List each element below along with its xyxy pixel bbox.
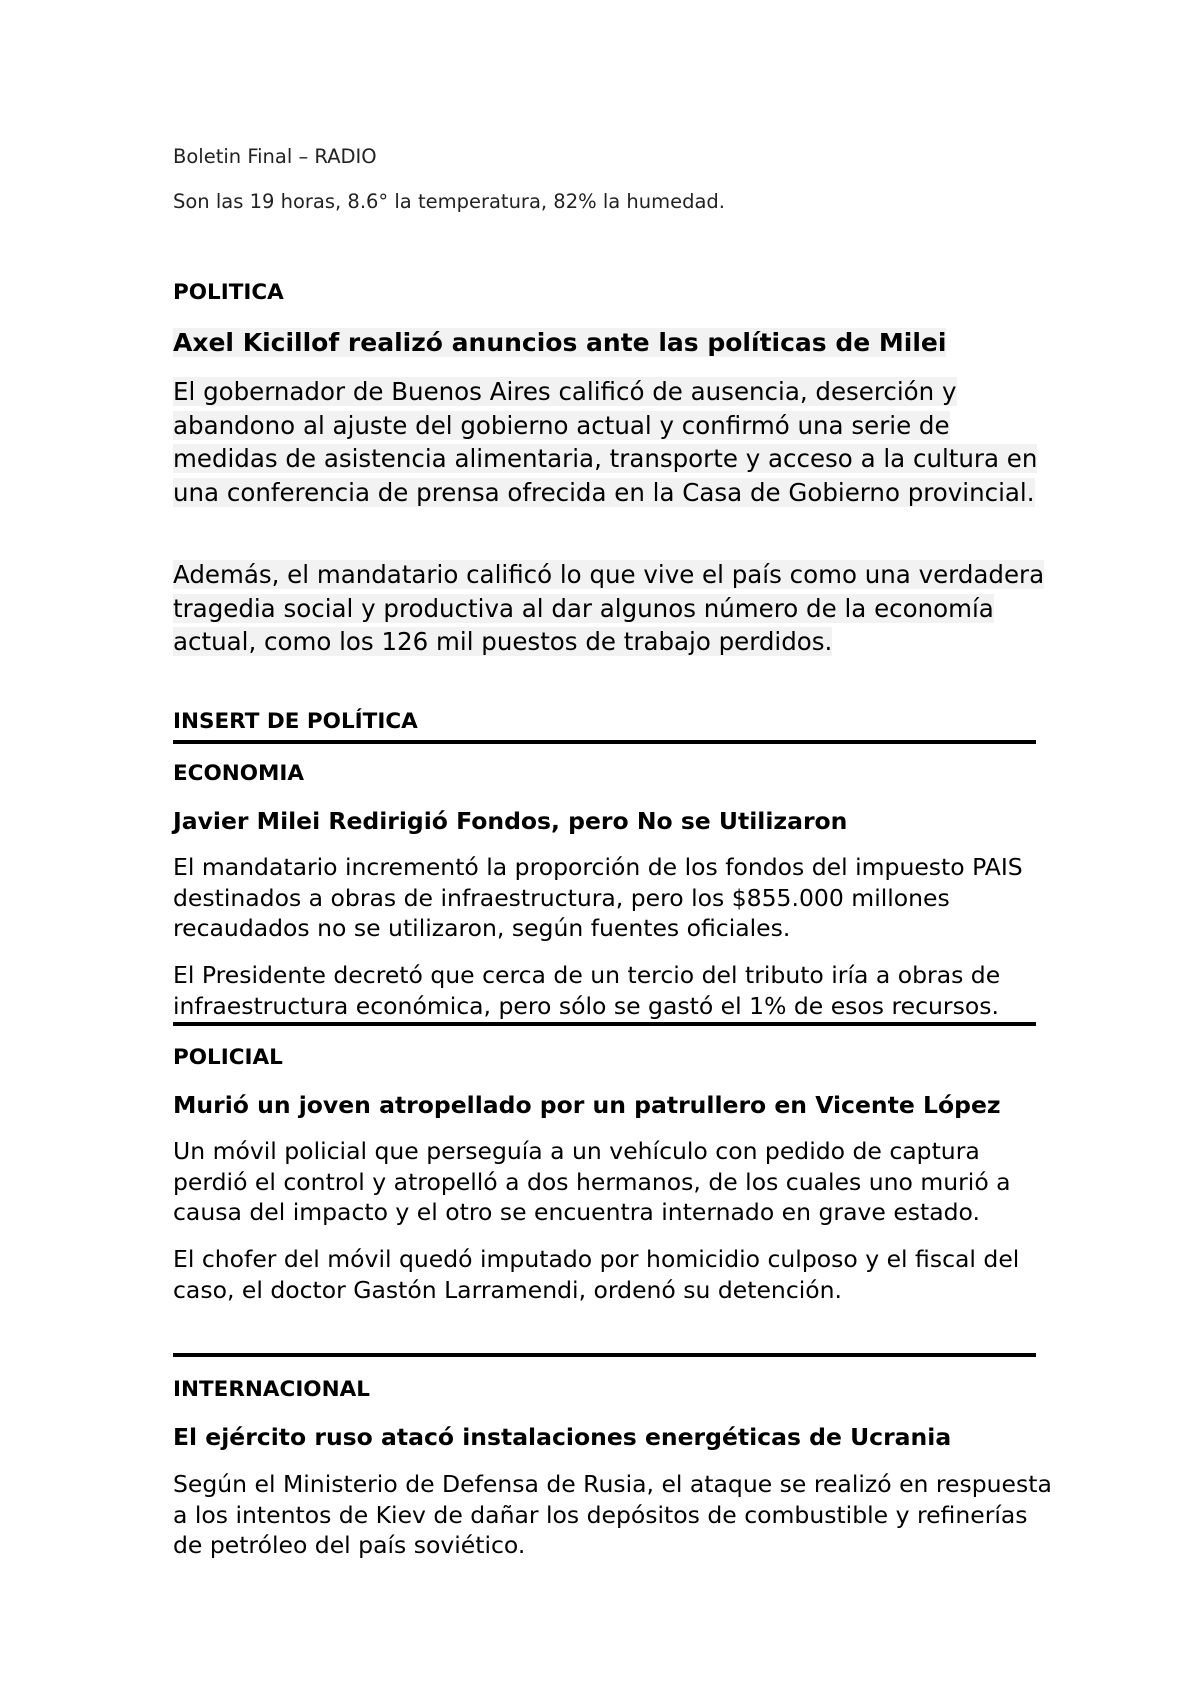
policial-headline: Murió un joven atropellado por un patrullero en Vicente López	[173, 1091, 1001, 1119]
section-label-economia: ECONOMIA	[173, 761, 305, 786]
section-divider	[173, 1353, 1036, 1357]
economia-headline-block	[173, 806, 1053, 836]
internacional-headline: El ejército ruso atacó instalaciones energéticas de Ucrania	[173, 1423, 952, 1451]
politica-paragraph-1-block	[173, 375, 1045, 509]
economia-paragraph-1: El mandatario incrementó la proporción de los fondos del impuesto PAIS destinados a obras de infraestructura, pero los $855.000 millones recaudados no se utilizaron, según fuentes oficiales.	[173, 853, 1023, 943]
politica-paragraph-2-block	[173, 558, 1045, 659]
section-label-politica: POLITICA	[173, 280, 284, 305]
internacional-paragraph-1-block	[173, 1469, 1053, 1561]
politica-paragraph-1: El gobernador de Buenos Aires calificó de ausencia, deserción y abandono al ajuste del gobierno actual y confirmó una serie de medidas de asistencia alimentaria, transporte y acceso a la cultura en una conferencia de prensa ofrecida en la Casa de Gobierno provincial.	[173, 377, 1038, 507]
internacional-section	[173, 1376, 1053, 1404]
politica-section	[173, 279, 1053, 307]
insert-politica-label: INSERT DE POLÍTICA	[173, 709, 418, 734]
internacional-paragraph-1: Según el Ministerio de Defensa de Rusia, el ataque se realizó en respuesta a los intentos de Kiev de dañar los depósitos de combustible y refinerías de petróleo del país soviético.	[173, 1470, 1052, 1560]
section-label-policial: POLICIAL	[173, 1045, 283, 1070]
policial-paragraph-2: El chofer del móvil quedó imputado por homicidio culposo y el fiscal del caso, el doctor Gastón Larramendi, ordenó su detención.	[173, 1245, 1020, 1304]
weather-line: Son las 19 horas, 8.6° la temperatura, 82% la humedad.	[173, 190, 726, 213]
policial-headline-block	[173, 1090, 1053, 1120]
internacional-headline-block	[173, 1422, 1053, 1452]
economia-paragraph-2: El Presidente decretó que cerca de un tercio del tributo iría a obras de infraestructura económica, pero sólo se gastó el 1% de esos recursos.	[173, 961, 1001, 1020]
policial-paragraph-1-block	[173, 1136, 1053, 1228]
section-divider	[173, 740, 1036, 744]
policial-paragraph-2-block	[173, 1244, 1053, 1305]
politica-headline-block	[173, 327, 1053, 359]
politica-headline: Axel Kicillof realizó anuncios ante las políticas de Milei	[173, 328, 947, 357]
economia-paragraph-2-block	[173, 960, 1053, 1021]
economia-headline: Javier Milei Redirigió Fondos, pero No se Utilizaron	[173, 807, 848, 835]
section-divider	[173, 1022, 1036, 1026]
section-label-internacional: INTERNACIONAL	[173, 1377, 370, 1402]
insert-block	[173, 708, 1053, 736]
policial-paragraph-1: Un móvil policial que perseguía a un vehículo con pedido de captura perdió el control y atropelló a dos hermanos, de los cuales uno murió a causa del impacto y el otro se encuentra internado en grave estado.	[173, 1137, 1011, 1227]
policial-section	[173, 1044, 1053, 1072]
economia-paragraph-1-block	[173, 852, 1053, 944]
bulletin-title: Boletin Final – RADIO	[173, 145, 377, 168]
politica-paragraph-2: Además, el mandatario calificó lo que vive el país como una verdadera tragedia social y productiva al dar algunos número de la economía actual, como los 126 mil puestos de trabajo perdidos.	[173, 560, 1045, 656]
economia-section	[173, 760, 1053, 788]
